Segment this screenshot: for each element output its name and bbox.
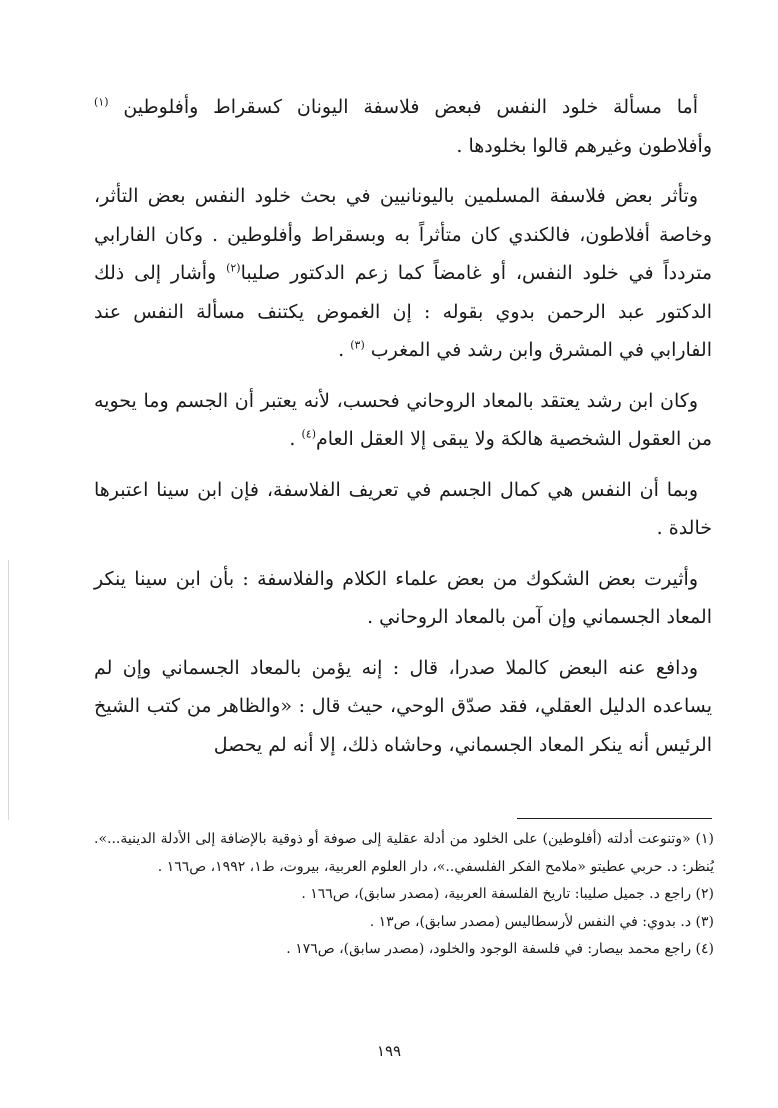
paragraph-3: وكان ابن رشد يعتقد بالمعاد الروحاني فحسب، لأنه يعتبر أن الجسم وما يحويه من العقول الشخصية هالكة ولا يبقى إلا العقل العام$^{(٤)}$ . [94, 389, 712, 450]
scan-edge-shadow [8, 560, 9, 820]
footnote-ref-3[interactable]: (٣) [350, 338, 365, 352]
main-text [94, 88, 712, 764]
footnote-1: (١) «وتنوعت أدلته (أفلوطين) على الخلود من أدلة عقلية إلى صوفة أو ذوقية بالإضافة إلى الأدلة الدينية...». يُنظر: د. حربي عطيتو «ملامح الفكر الفلسفي..»، دار العلوم العربية، بيروت، ط١، ١٩٩٢، ص١٦٦ . [94, 831, 714, 875]
paragraph-2: وتأثر بعض فلاسفة المسلمين باليونانيين في بحث خلود النفس بعض التأثر، وخاصة أفلاطون، فالكندي كان متأثراً به وبسقراط وأفلوطين . وكان الفارابي متردداً في خلود النفس، أو غامضاً كما زعم الدكتور صليبا$^{(٢)}$ وأشار إلى ذلك الدكتور عبد الرحمن بدوي بقوله : إن الغموض يكتنف مسألة النفس عند الفارابي في المشرق وابن رشد في المغرب $^{(٣)}$ . [94, 185, 712, 361]
footnote-ref-4[interactable]: (٤) [301, 427, 316, 441]
footnote-3: (٣) د. بدوي: في النفس لأرسطاليس (مصدر سابق)، ص١٣ . [369, 913, 714, 930]
footnote-2: (٢) راجع د. جميل صليبا: تاريخ الفلسفة العربية، (مصدر سابق)، ص١٦٦ . [301, 886, 714, 902]
page-number: ١٩٩ [376, 1042, 402, 1060]
paragraph-1: أما مسألة خلود النفس فبعض فلاسفة اليونان كسقراط وأفلوطين $^{(١)}$ وأفلاطون وغيرهم قالوا بخلودها . [94, 95, 712, 157]
footnote-4: (٤) راجع محمد بيصار: في فلسفة الوجود والخلود، (مصدر سابق)، ص١٧٦ . [286, 941, 714, 957]
footnote-ref-1[interactable]: (١) [94, 95, 109, 109]
footnotes [94, 826, 714, 964]
paragraph-4: وبما أن النفس هي كمال الجسم في تعريف الفلاسفة، فإن ابن سينا اعتبرها خالدة . [94, 478, 712, 539]
footnote-divider [517, 818, 712, 819]
paragraph-6: ودافع عنه البعض كالملا صدرا، قال : إنه يؤمن بالمعاد الجسماني وإن لم يساعده الدليل العقلي، فقد صدّق الوحي، حيث قال : «والظاهر من كتب الشيخ الرئيس أنه ينكر المعاد الجسماني، وحاشاه ذلك، إلا أنه لم يحصل [94, 656, 712, 756]
paragraph-5: وأثيرت بعض الشكوك من بعض علماء الكلام والفلاسفة : بأن ابن سينا ينكر المعاد الجسماني وإن آمن بالمعاد الروحاني . [94, 567, 712, 628]
footnote-ref-2[interactable]: (٢) [226, 261, 241, 275]
